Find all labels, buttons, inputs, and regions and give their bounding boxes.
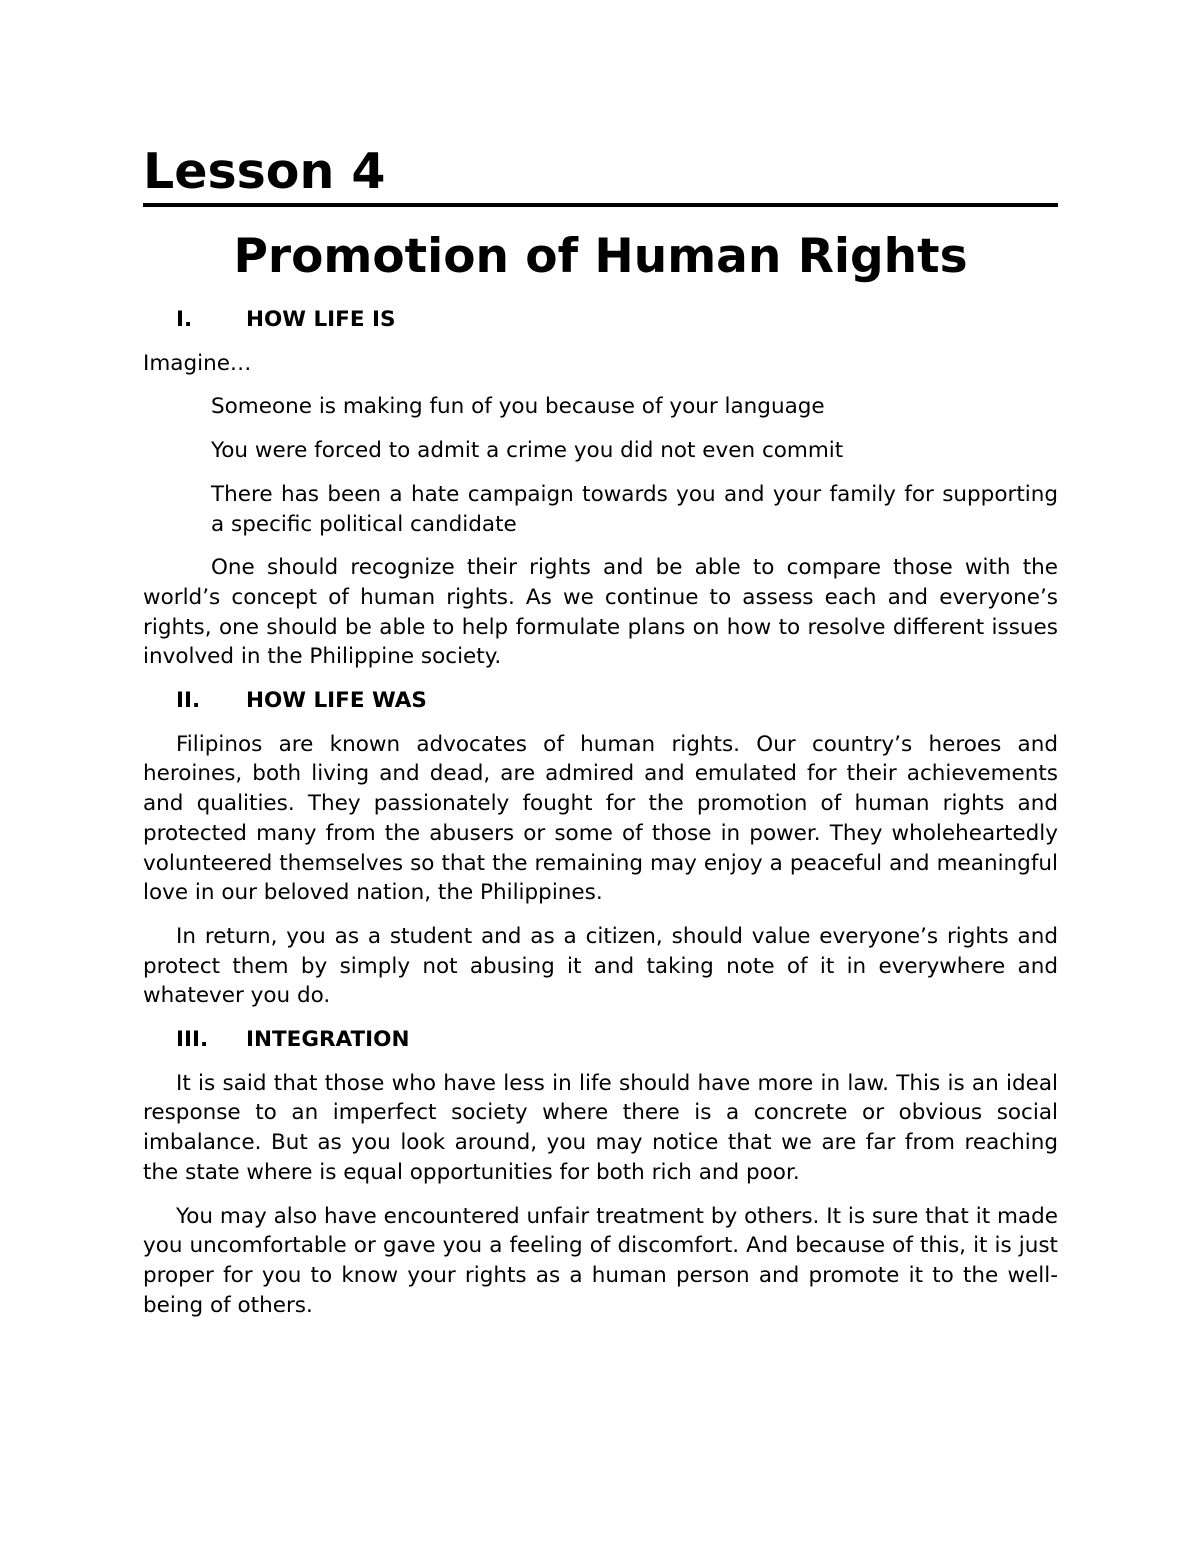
paragraph: Filipinos are known advocates of human rights. Our country’s heroes and heroines, both living and dead, are admired and emulated for their achievements and qualities. They passionately fought for the promotion of human rights and protected many from the abusers or some of those in power. They wholeheartedly volunteered themselves so that the remaining may enjoy a peaceful and meaningful love in our beloved nation, the Philippines. [143, 731, 1058, 906]
paragraph: You may also have encountered unfair treatment by others. It is sure that it made you uncomfortable or gave you a feeling of discomfort. And because of this, it is just proper for you to know your rights as a human person and promote it to the well-being of others. [143, 1203, 1058, 1318]
title-rule [143, 203, 1058, 207]
section-number: II. [176, 688, 201, 714]
section-heading-how-life-was [143, 686, 1058, 716]
paragraph: One should recognize their rights and be able to compare those with the world’s concept of human rights. As we continue to assess each and everyone’s rights, one should be able to help formulate plans on how to resolve different issues involved in the Philippine society. [143, 555, 1058, 670]
paragraph: It is said that those who have less in life should have more in law. This is an ideal response to an imperfect society where there is a concrete or obvious social imbalance. But as you look around, you may notice that we are far from reaching the state where is equal opportunities for both rich and poor. [143, 1070, 1058, 1185]
list-item: Someone is making fun of you because of your language [211, 394, 825, 420]
list-item: There has been a hate campaign towards you and your family for supporting a specific political candidate [211, 481, 1058, 537]
paragraph: In return, you as a student and as a citizen, should value everyone’s rights and protect them by simply not abusing it and taking note of it in everywhere and whatever you do. [143, 923, 1058, 1009]
section-title: HOW LIFE WAS [246, 688, 427, 714]
section-heading-integration [143, 1025, 1058, 1055]
section-heading-how-life-is [143, 305, 1058, 335]
list-item: You were forced to admit a crime you did not even commit [211, 438, 844, 464]
intro-text: Imagine… [143, 350, 252, 376]
section-number: III. [176, 1027, 209, 1053]
section-number: I. [176, 307, 193, 332]
lesson-label: Lesson 4 [143, 143, 386, 200]
page-title: Promotion of Human Rights [233, 229, 968, 284]
document-body [143, 305, 1058, 1334]
section-title: HOW LIFE IS [246, 307, 396, 332]
section-title: INTEGRATION [246, 1027, 410, 1053]
